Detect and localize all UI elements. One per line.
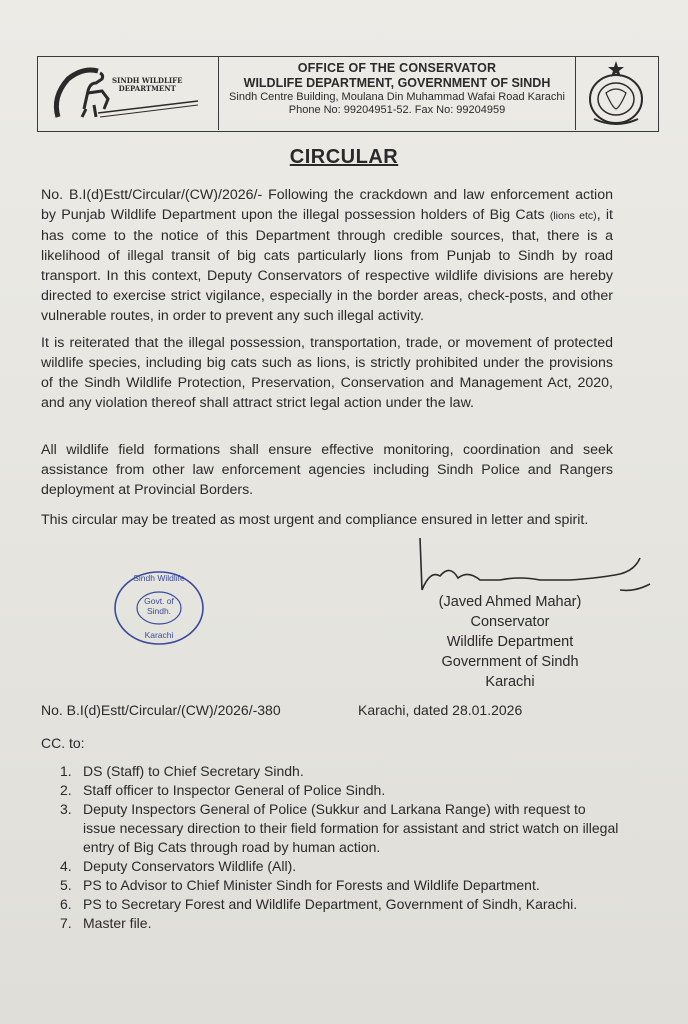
cc-number: 4. (60, 858, 72, 874)
cc-number: 7. (60, 915, 72, 931)
ibex-logo-icon (38, 57, 216, 130)
cc-label: CC. to: (41, 735, 85, 751)
paragraph-4: This circular may be treated as most urgent and compliance ensured in letter and spirit. (41, 512, 589, 528)
cc-number: 5. (60, 877, 72, 893)
signatory-name: (Javed Ahmed Mahar) (438, 594, 582, 610)
signatory-department: Wildlife Department (446, 634, 574, 650)
cc-number: 2. (60, 782, 72, 798)
office-title: OFFICE OF THE CONSERVATOR (297, 61, 497, 75)
cc-item (60, 800, 620, 857)
page-title: CIRCULAR (289, 146, 399, 168)
stamp-center-line-1: Govt. of (144, 596, 174, 606)
cc-text: DS (Staff) to Chief Secretary Sindh. (83, 763, 304, 779)
para1-small-text: (lions etc) (549, 210, 597, 222)
logo-line-2: DEPARTMENT (118, 84, 176, 93)
cc-item (60, 762, 620, 781)
cc-number: 1. (60, 763, 72, 779)
stamp-center (113, 596, 205, 616)
department-logo (38, 57, 219, 130)
paragraph-3: All wildlife field formations shall ensure effective monitoring, coordination and seek assistance from other law enforcement agencies including Sindh Police and Rangers deployment at Provincial Borders. (41, 442, 613, 498)
cc-text: PS to Advisor to Chief Minister Sindh for Forests and Wildlife Department. (83, 877, 540, 893)
sindh-emblem-icon (576, 57, 656, 130)
cc-text: Deputy Inspectors General of Police (Sukkur and Larkana Range) with request to issue necessary direction to their field formation for assistant and strict watch on illegal entry of Big Cats through road by human action. (83, 801, 619, 855)
cc-text: Master file. (83, 915, 152, 931)
cc-item (60, 876, 620, 895)
phone-fax: Phone No: 99204951-52. Fax No: 99204959 (288, 104, 506, 116)
cc-text: PS to Secretary Forest and Wildlife Department, Government of Sindh, Karachi. (83, 896, 578, 912)
cc-text: Staff officer to Inspector General of Police Sindh. (83, 782, 386, 798)
paragraph-2: It is reiterated that the illegal possession, transportation, trade, or movement of protected wildlife species, including big cats such as lions, is strictly prohibited under the provisions of the Sindh Wildlife Protection, Preservation, Conservation and Management Act, 2020, and any violation thereof shall attract strict legal action under the law. (41, 335, 613, 411)
logo-line-1: SINDH WILDLIFE (112, 76, 183, 85)
cc-item (60, 895, 620, 914)
cc-number: 3. (60, 801, 72, 817)
signatory-city: Karachi (485, 674, 535, 690)
address: Sindh Centre Building, Moulana Din Muhammad Wafai Road Karachi (229, 91, 565, 103)
cc-item (60, 857, 620, 876)
cc-text: Deputy Conservators Wildlife (All). (83, 858, 297, 874)
stamp-center-line-2: Sindh. (146, 606, 172, 616)
logo-text (112, 77, 182, 93)
paragraph-1 (41, 185, 613, 326)
cc-item (60, 914, 620, 933)
govt-emblem (575, 57, 658, 130)
letterhead-text (218, 57, 576, 130)
para1-text-a: No. B.I(d)Estt/Circular/(CW)/2026/- Following the crackdown and law enforcement action by Punjab Wildlife Department upon the illegal possession holders of Big Cats (41, 187, 613, 223)
signatory-designation: Conservator (470, 614, 550, 630)
signatory-government: Government of Sindh (441, 654, 579, 670)
cc-list (60, 762, 620, 933)
stamp-top-text: Sindh Wildlife (133, 573, 185, 583)
cc-item (60, 781, 620, 800)
signature-block (400, 592, 620, 692)
letterhead (37, 56, 659, 132)
reference-date: Karachi, dated 28.01.2026 (358, 702, 523, 718)
stamp-bottom-text: Karachi (144, 630, 174, 640)
department-title: WILDLIFE DEPARTMENT, GOVERNMENT OF SINDH (243, 76, 551, 90)
para1-text-b: , it has come to the notice of this Department through credible sources, that, there is a likelihood of illegal transit of big cats particularly lions from Punjab to Sindh by road transport. In this context, Deputy Conservators of respective wildlife divisions are hereby directed to exercise strict vigilance, especially in the border areas, check-posts, and other vulnerable routes, in order to prevent any such illegal activity. (41, 207, 613, 324)
official-stamp (113, 570, 205, 646)
reference-number: No. B.I(d)Estt/Circular/(CW)/2026/-380 (41, 702, 281, 718)
cc-number: 6. (60, 896, 72, 912)
